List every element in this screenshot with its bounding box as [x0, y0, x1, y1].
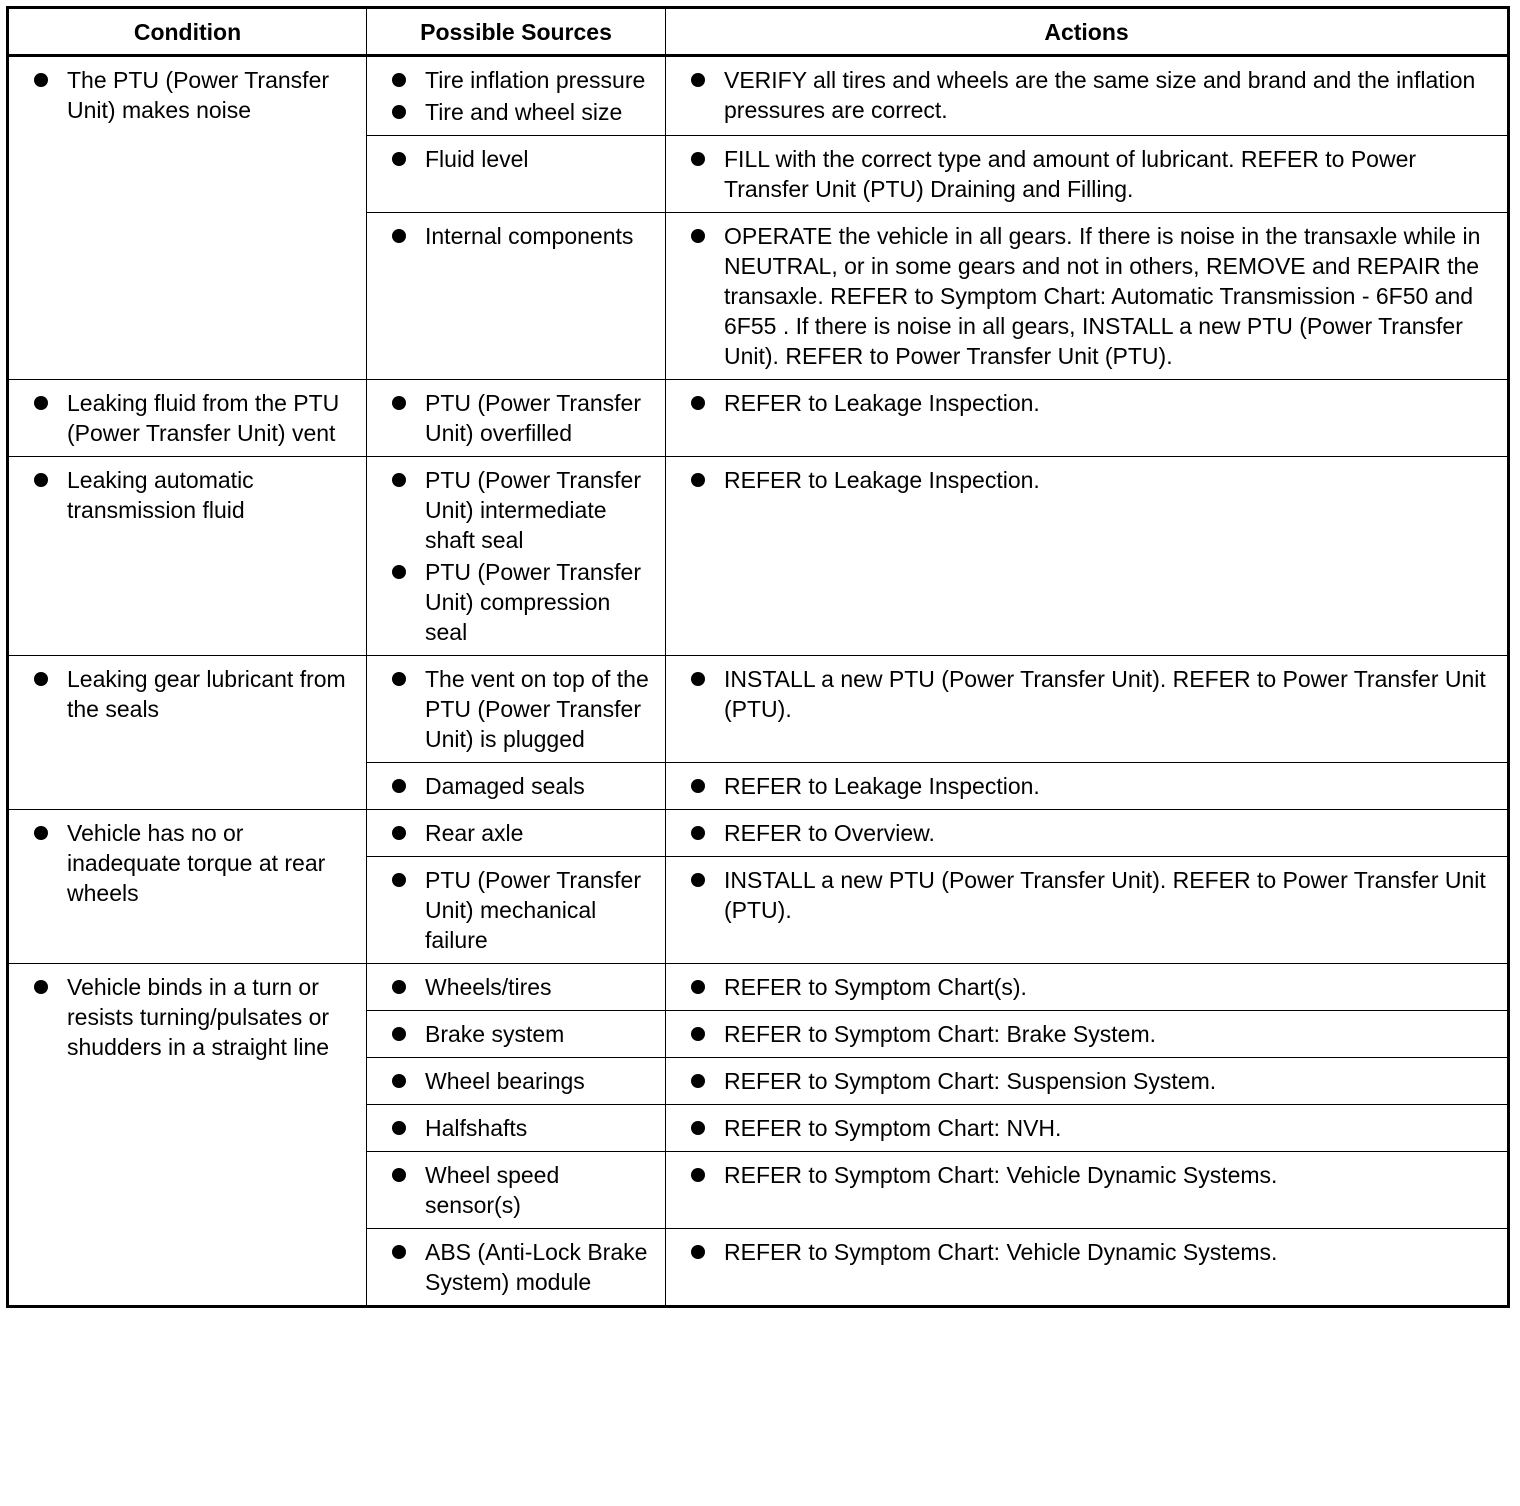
list-item: Leaking automatic transmission fluid — [9, 465, 358, 525]
action-cell — [666, 213, 1509, 380]
bullet-icon — [34, 672, 48, 686]
bullet-icon — [34, 473, 48, 487]
source-cell — [367, 1058, 666, 1105]
list-item: Rear axle — [367, 818, 657, 848]
bullet-icon — [392, 473, 406, 487]
header-condition: Condition — [8, 8, 367, 56]
list-item: PTU (Power Transfer Unit) compression seal — [367, 557, 657, 647]
bullet-icon — [392, 152, 406, 166]
table-row — [8, 964, 1509, 1011]
bullet-icon — [691, 980, 705, 994]
table-row — [8, 457, 1509, 656]
action-cell — [666, 1152, 1509, 1229]
list-item: REFER to Symptom Chart(s). — [666, 972, 1499, 1002]
list-item: Fluid level — [367, 144, 657, 174]
bullet-icon — [691, 1027, 705, 1041]
list-item: Wheel speed sensor(s) — [367, 1160, 657, 1220]
bullet-icon — [392, 1074, 406, 1088]
list-item: The PTU (Power Transfer Unit) makes noise — [9, 65, 358, 125]
action-cell — [666, 810, 1509, 857]
list-item: PTU (Power Transfer Unit) intermediate shaft seal — [367, 465, 657, 555]
list-item: The vent on top of the PTU (Power Transfer Unit) is plugged — [367, 664, 657, 754]
source-cell — [367, 380, 666, 457]
condition-cell — [8, 56, 367, 380]
action-cell — [666, 1058, 1509, 1105]
action-cell — [666, 1229, 1509, 1307]
bullet-icon — [392, 1121, 406, 1135]
action-cell — [666, 763, 1509, 810]
source-cell — [367, 213, 666, 380]
bullet-icon — [392, 1027, 406, 1041]
bullet-icon — [392, 565, 406, 579]
bullet-icon — [691, 826, 705, 840]
bullet-icon — [691, 1168, 705, 1182]
list-item: Wheel bearings — [367, 1066, 657, 1096]
header-row — [8, 8, 1509, 56]
list-item: VERIFY all tires and wheels are the same size and brand and the inflation pressures are correct. — [666, 65, 1499, 125]
condition-cell — [8, 656, 367, 810]
list-item: REFER to Symptom Chart: Vehicle Dynamic Systems. — [666, 1160, 1499, 1190]
action-cell — [666, 56, 1509, 136]
list-item: INSTALL a new PTU (Power Transfer Unit). REFER to Power Transfer Unit (PTU). — [666, 664, 1499, 724]
bullet-icon — [392, 229, 406, 243]
bullet-icon — [392, 105, 406, 119]
list-item: FILL with the correct type and amount of lubricant. REFER to Power Transfer Unit (PTU) Draining and Filling. — [666, 144, 1499, 204]
table-row — [8, 810, 1509, 857]
bullet-icon — [34, 73, 48, 87]
list-item: REFER to Leakage Inspection. — [666, 771, 1499, 801]
action-cell — [666, 380, 1509, 457]
bullet-icon — [392, 396, 406, 410]
condition-cell — [8, 457, 367, 656]
list-item: Halfshafts — [367, 1113, 657, 1143]
list-item: REFER to Overview. — [666, 818, 1499, 848]
action-cell — [666, 1105, 1509, 1152]
bullet-icon — [691, 779, 705, 793]
bullet-icon — [691, 152, 705, 166]
table-row — [8, 656, 1509, 763]
source-cell — [367, 457, 666, 656]
action-cell — [666, 656, 1509, 763]
list-item: REFER to Symptom Chart: Brake System. — [666, 1019, 1499, 1049]
list-item: REFER to Symptom Chart: Suspension System. — [666, 1066, 1499, 1096]
condition-cell — [8, 964, 367, 1307]
bullet-icon — [691, 1121, 705, 1135]
bullet-icon — [691, 73, 705, 87]
condition-cell — [8, 810, 367, 964]
action-cell — [666, 964, 1509, 1011]
source-cell — [367, 656, 666, 763]
list-item: REFER to Symptom Chart: NVH. — [666, 1113, 1499, 1143]
list-item: Tire and wheel size — [367, 97, 657, 127]
list-item: Internal components — [367, 221, 657, 251]
bullet-icon — [392, 672, 406, 686]
list-item: PTU (Power Transfer Unit) overfilled — [367, 388, 657, 448]
action-cell — [666, 1011, 1509, 1058]
bullet-icon — [392, 980, 406, 994]
source-cell — [367, 1152, 666, 1229]
bullet-icon — [691, 396, 705, 410]
source-cell — [367, 964, 666, 1011]
list-item: REFER to Symptom Chart: Vehicle Dynamic Systems. — [666, 1237, 1499, 1267]
bullet-icon — [392, 826, 406, 840]
bullet-icon — [34, 980, 48, 994]
bullet-icon — [34, 826, 48, 840]
bullet-icon — [34, 396, 48, 410]
header-actions: Actions — [666, 8, 1509, 56]
symptom-table — [6, 6, 1510, 1308]
bullet-icon — [392, 873, 406, 887]
list-item: Leaking gear lubricant from the seals — [9, 664, 358, 724]
bullet-icon — [691, 473, 705, 487]
bullet-icon — [691, 1245, 705, 1259]
bullet-icon — [691, 1074, 705, 1088]
action-cell — [666, 857, 1509, 964]
bullet-icon — [392, 1245, 406, 1259]
list-item: ABS (Anti-Lock Brake System) module — [367, 1237, 657, 1297]
source-cell — [367, 56, 666, 136]
source-cell — [367, 810, 666, 857]
bullet-icon — [691, 229, 705, 243]
source-cell — [367, 857, 666, 964]
list-item: Vehicle binds in a turn or resists turning/pulsates or shudders in a straight line — [9, 972, 358, 1062]
list-item: INSTALL a new PTU (Power Transfer Unit). REFER to Power Transfer Unit (PTU). — [666, 865, 1499, 925]
table-row — [8, 380, 1509, 457]
condition-cell — [8, 380, 367, 457]
bullet-icon — [691, 873, 705, 887]
action-cell — [666, 457, 1509, 656]
list-item: Brake system — [367, 1019, 657, 1049]
list-item: Tire inflation pressure — [367, 65, 657, 95]
source-cell — [367, 1011, 666, 1058]
bullet-icon — [691, 672, 705, 686]
list-item: Wheels/tires — [367, 972, 657, 1002]
bullet-icon — [392, 779, 406, 793]
table-row — [8, 56, 1509, 136]
source-cell — [367, 1105, 666, 1152]
list-item: REFER to Leakage Inspection. — [666, 465, 1499, 495]
source-cell — [367, 763, 666, 810]
list-item: OPERATE the vehicle in all gears. If there is noise in the transaxle while in NEUTRAL, or in some gears and not in others, REMOVE and REPAIR the transaxle. REFER to Symptom Chart: Automatic Transmission - 6F50 and 6F55 . If there is noise in all gears, INSTALL a new PTU (Power Transfer Unit). REFER to Power Transfer Unit (PTU). — [666, 221, 1499, 371]
source-cell — [367, 1229, 666, 1307]
bullet-icon — [392, 1168, 406, 1182]
list-item: Leaking fluid from the PTU (Power Transfer Unit) vent — [9, 388, 358, 448]
list-item: Damaged seals — [367, 771, 657, 801]
list-item: Vehicle has no or inadequate torque at rear wheels — [9, 818, 358, 908]
header-possible-sources: Possible Sources — [367, 8, 666, 56]
source-cell — [367, 136, 666, 213]
bullet-icon — [392, 73, 406, 87]
list-item: REFER to Leakage Inspection. — [666, 388, 1499, 418]
list-item: PTU (Power Transfer Unit) mechanical failure — [367, 865, 657, 955]
action-cell — [666, 136, 1509, 213]
